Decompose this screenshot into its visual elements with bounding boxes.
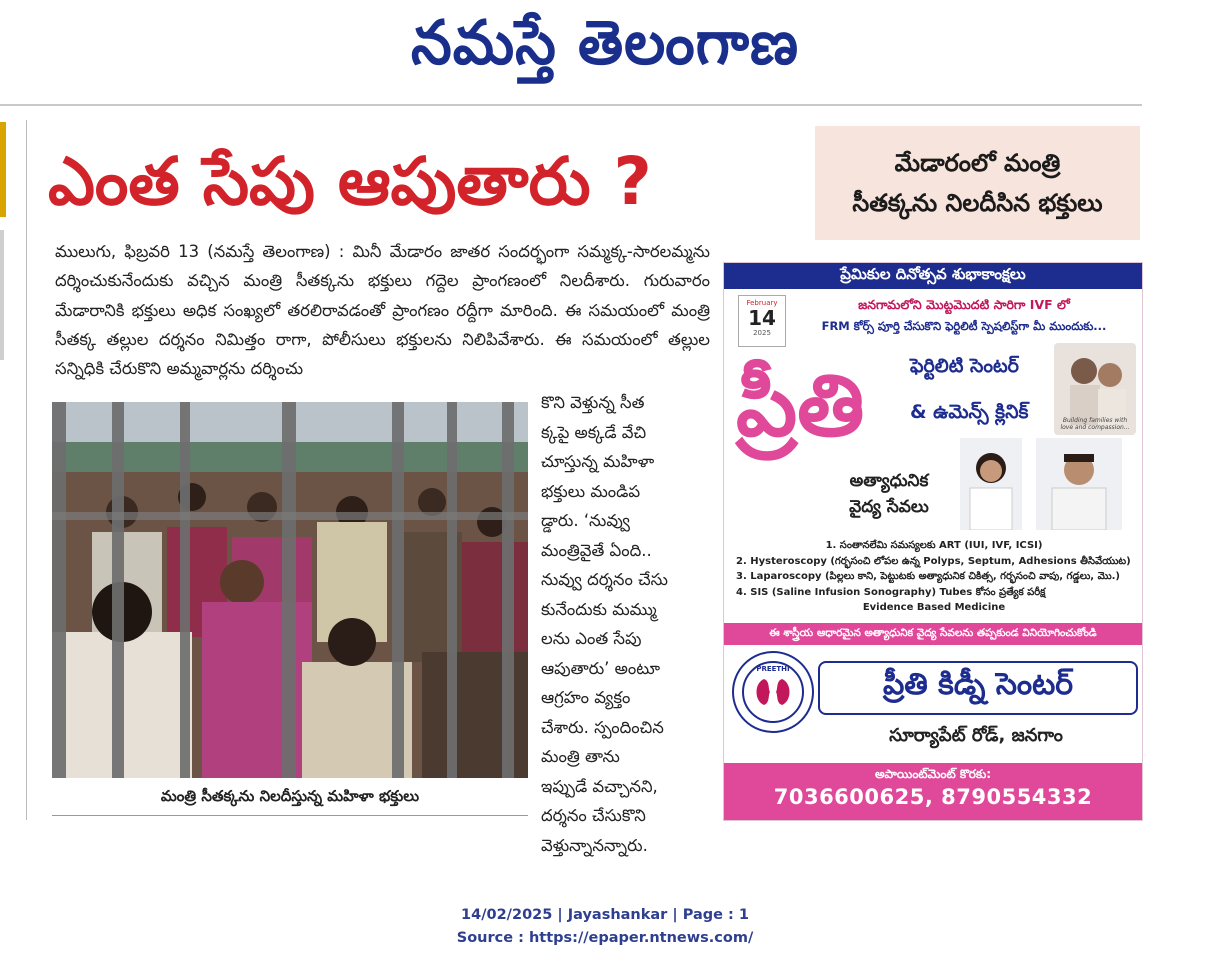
doctor-photo-female xyxy=(960,438,1022,530)
column-line: భక్తులు మండిప xyxy=(541,481,641,501)
adjacent-page-edge xyxy=(0,230,4,360)
article-column xyxy=(541,388,711,860)
calendar-year: 2025 xyxy=(753,329,771,337)
column-divider xyxy=(26,120,27,820)
newspaper-logo: నమస్తే తెలంగాణ xyxy=(411,6,799,78)
caption-divider xyxy=(52,815,528,816)
column-line: ఆగ్రహం వ్యక్తం xyxy=(541,688,631,707)
column-line: ఆపుతారు’ అంటూ xyxy=(541,658,660,678)
column-line: కునేందుకు మమ్ము xyxy=(541,599,657,619)
phone-numbers: 7036600625, 8790554332 xyxy=(773,785,1093,809)
calendar-icon xyxy=(738,295,786,347)
column-line: లను ఎంత సేపు xyxy=(541,629,642,648)
doctor-photo-male xyxy=(1036,438,1122,530)
hospital-logo xyxy=(732,651,814,733)
footer-source: Source : https://epaper.ntnews.com/ xyxy=(456,930,754,946)
ad-greeting-band: ప్రేమికుల దినోత్సవ శుభాకాంక్షలు xyxy=(724,263,1142,289)
column-line: చేశారు. స్పందించిన xyxy=(541,717,664,737)
article-body: ములుగు, ఫిబ్రవరి 13 (నమస్తే తెలంగాణ) : మినీ మేడారం జాతర సందర్భంగా సమ్మక్క-సారలమ్మను దర్శించుకునేందుకు వచ్చిన మంత్రి సీతక్కను భక్తులు గద్దెల ప్రాంగణంలో నిలదీశారు. గురువారం మేడారానికి భక్తులు అధిక సంఖ్యలో తరలిరావడంతో ప్రాంగణం రద్దీగా మారింది. ఈ సమయంలో మంత్రి సీతక్క తల్లుల దర్శనం నిమిత్తం రాగా, పోలీసులు భక్తులను నిలిపివేశారు. ఈ సమయంలో తల్లుల సన్నిధికి చేరుకొని అమ్మవార్లను దర్శించు xyxy=(55,242,710,379)
article-headline: ఎంత సేపు ఆపుతారు ? xyxy=(48,143,652,220)
ad-centre-name: & ఉమెన్స్ క్లినిక్ xyxy=(910,401,1029,423)
ad-services-list xyxy=(736,538,1132,616)
evidence-tagline: Evidence Based Medicine xyxy=(862,602,1006,613)
column-line: నువ్వు దర్శనం చేసు xyxy=(541,570,668,589)
ad-promo-line: జనగామలోని మొట్టమొదటి సారిగా IVF లో xyxy=(858,297,1070,312)
ad-modern-care xyxy=(824,468,954,520)
service-item: 1. సంతానలేమి సమస్యలకు ART (IUI, IVF, ICSI) xyxy=(825,540,1043,551)
crowd-at-gate-illustration xyxy=(52,402,528,778)
footer-edition-info: 14/02/2025 | Jayashankar | Page : 1 xyxy=(461,907,749,923)
photo-caption: మంత్రి సీతక్కను నిలదీస్తున్న మహిళా భక్తులు xyxy=(160,787,420,805)
adjacent-page-edge xyxy=(0,122,6,217)
modern-care-line: అత్యాధునిక xyxy=(849,471,929,491)
kidney-icon xyxy=(734,653,812,731)
news-photo xyxy=(52,402,528,778)
masthead-divider xyxy=(0,104,1142,106)
service-item: 4. SIS (Saline Infusion Sonography) Tubes కోసం ప్రత్యేక పరీక్ష xyxy=(736,586,1046,598)
service-item: 3. Laparoscopy (పిల్లలు కాని, పెట్టుటకు అత్యాధునిక చికిత్స, గర్భసంచి వాపు, గడ్డలు, మొ.) xyxy=(736,571,1120,582)
deck-line: సీతక్కను నిలదీసిన భక్తులు xyxy=(852,189,1103,217)
column-line: దర్శనం చేసుకొని xyxy=(541,806,646,825)
advertisement xyxy=(723,262,1143,821)
column-line: వెళ్తున్నానన్నారు. xyxy=(541,835,648,855)
family-photo xyxy=(1054,343,1136,435)
modern-care-line: వైద్య సేవలు xyxy=(849,497,929,517)
column-line: కొని వెళ్తున్న సీత xyxy=(541,393,645,412)
column-line: ఇప్పుడే వచ్చానని, xyxy=(541,776,658,796)
logo-text: PREETHI xyxy=(756,665,790,673)
article-deck xyxy=(815,126,1140,240)
doctor-illustration xyxy=(960,438,1022,530)
appointment-label: అపాయింట్‌మెంట్ కొరకు: xyxy=(874,767,992,781)
ad-promo-line: FRM కోర్స్ పూర్తి చేసుకొని ఫెర్టిలిటీ స్పెషలిస్ట్‌గా మీ ముందుకు... xyxy=(821,319,1107,333)
calendar-day: 14 xyxy=(748,306,776,330)
column-line: మంత్రి తాను xyxy=(541,747,620,766)
ad-pink-band: ఈ శాస్త్రీయ ఆధారమైన అత్యాధునిక వైద్య సేవలను తప్పకుండ వినియోగించుకోండి xyxy=(724,623,1142,645)
column-line: మంత్రివైతే ఏంది.. xyxy=(541,540,652,560)
calendar-month: February xyxy=(746,299,778,307)
family-tagline: Building families with love and compassion... xyxy=(1060,417,1130,431)
masthead xyxy=(0,0,1210,100)
service-item: 2. Hysteroscopy (గర్భసంచి లోపల ఉన్న Polyps, Septum, Adhesions తీసివేయుట) xyxy=(736,555,1131,567)
column-line: చూస్తున్న మహిళా xyxy=(541,452,655,471)
kidney-centre-name: ప్రీతి కిడ్నీ సెంటర్ xyxy=(818,661,1138,715)
deck-line: మేడారంలో మంత్రి xyxy=(894,149,1061,177)
column-line: డ్డారు. ‘నువ్వు xyxy=(541,511,630,530)
ad-centre-name: ఫెర్టిలిటి సెంటర్ xyxy=(910,355,1019,377)
ad-brand-logo: ప్రీతి xyxy=(736,356,865,456)
ad-address: సూర్యాపేట్ రోడ్, జనగాం xyxy=(889,725,1063,746)
doctor-illustration xyxy=(1036,438,1122,530)
column-line: క్కపై అక్కడే వేచి xyxy=(541,422,647,442)
